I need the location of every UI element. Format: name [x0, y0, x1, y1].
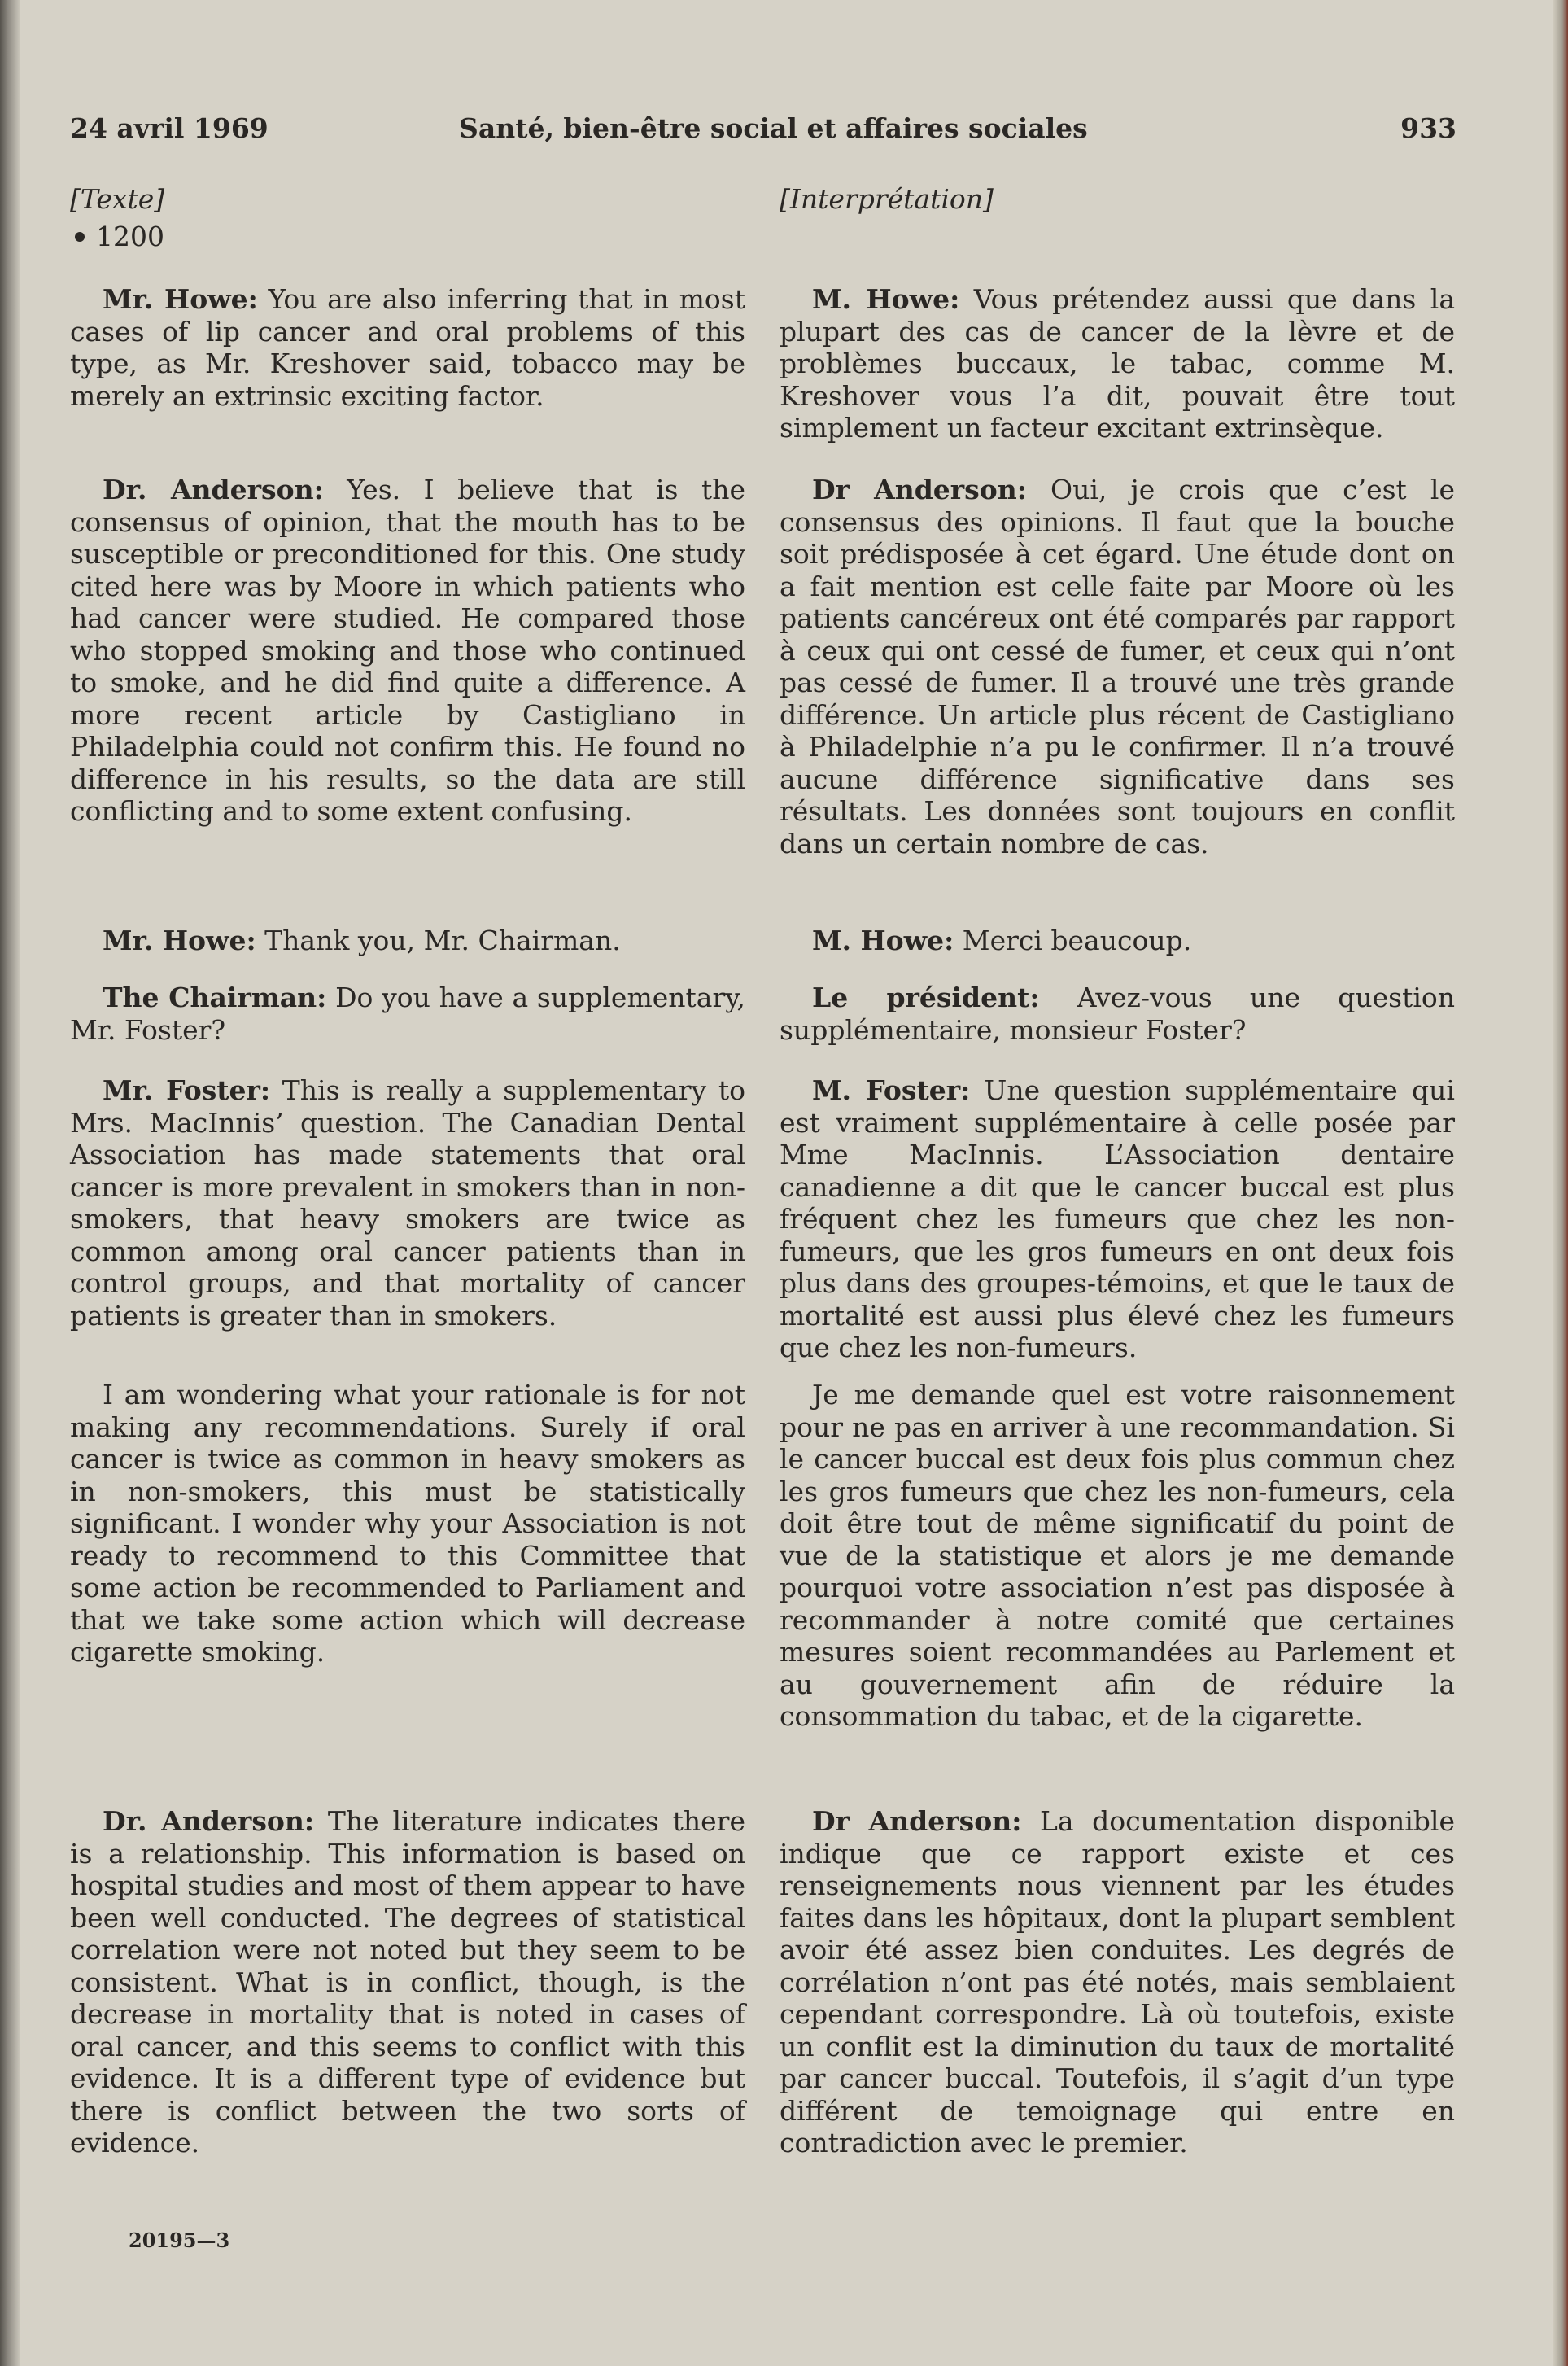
fr-paragraph: [780, 283, 1455, 444]
en-paragraph: [70, 982, 745, 1046]
fr-paragraph: [780, 474, 1455, 859]
speaker: Le président:: [812, 982, 1040, 1013]
fr-paragraph: [780, 1074, 1455, 1364]
speaker: Mr. Howe:: [103, 925, 256, 956]
en-paragraph: [70, 283, 745, 412]
speaker: Mr. Howe:: [103, 283, 258, 315]
bullet-icon: [75, 232, 85, 242]
paragraph-text: Yes. I believe that is the consensus of opinion, that the mouth has to be susceptible or preconditioned for this. One study cited here was by Moore in which patients who had cancer were studied. He compared those who stopped smoking and those who continued to smoke, and he did find quite a difference. A more recent article by Castigliano in Philadelphia could not confirm this. He found no difference in his results, so the data are still conflicting and to some extent confusing.: [70, 474, 745, 827]
paragraph-text: Avez-vous une question supplémentaire, monsieur Foster?: [780, 982, 1456, 1046]
time-value: 1200: [96, 221, 164, 252]
paragraph-text: La documentation disponible indique que ce rapport existe et ces renseignements nous viennent par les études faites dans les hôpitaux, dont la plupart semblent avoir été assez bien conduites. Les degrés de corrélation n’ont pas été notés, mais semblaient cependant correspondre. Là où toutefois, existe un conflit est la diminution du taux de mortalité par cancer buccal. Toutefois, il s’agit d’un type différent de temoignage qui entre en contradiction avec le premier.: [780, 1805, 1455, 2158]
en-paragraph: [70, 1379, 745, 1668]
header-date: 24 avril 1969: [70, 112, 269, 144]
page-binding-shadow: [0, 0, 20, 2366]
fr-paragraph: [780, 1805, 1455, 2159]
speaker: Mr. Foster:: [103, 1074, 271, 1106]
paragraph-text: The literature indicates there is a relationship. This information is based on hospital studies and most of them appear to have been well conducted. The degrees of statistical correlation were not noted but they seem to be consistent. What is in conflict, though, is the decrease in mortality that is noted in cases of oral cancer, and this seems to conflict with this evidence. It is a different type of evidence but there is conflict between the two sorts of evidence.: [70, 1805, 745, 2158]
paragraph-text: Thank you, Mr. Chairman.: [264, 925, 621, 956]
paragraph-text: Oui, je crois que c’est le consensus des opinions. Il faut que la bouche soit prédisposée à cet égard. Une étude dont on a fait mention est celle faite par Moore où les patients cancéreux ont été comparés par rapport à ceux qui ont cessé de fumer, et ceux qui n’ont pas cessé de fumer. Il a trouvé une très grande différence. Un article plus récent de Castigliano à Philadelphie n’a pu le confirmer. Il n’a trouvé aucune différence significative dans ses résultats. Les données sont toujours en conflit dans un certain nombre de cas.: [780, 474, 1455, 859]
interpretation-tag: [Interprétation]: [780, 183, 994, 215]
speaker: M. Howe:: [812, 283, 960, 315]
fr-paragraph: [780, 982, 1455, 1046]
footer-code: 20195—3: [129, 2228, 230, 2252]
en-paragraph: [70, 925, 745, 957]
page-number: 933: [1400, 112, 1457, 144]
paragraph-text: Une question supplémentaire qui est vraiment supplémentaire à celle posée par Mme MacInnis. L’Association dentaire canadienne a dit que le cancer buccal est plus fréquent chez les fumeurs que chez les non-fumeurs, que les gros fumeurs en ont deux fois plus dans des groupes-témoins, et que le taux de mortalité est aussi plus élevé chez les fumeurs que chez les non-fumeurs.: [780, 1074, 1455, 1363]
speaker: M. Howe:: [812, 925, 954, 956]
paragraph-text: Merci beaucoup.: [962, 925, 1192, 956]
speaker: Dr. Anderson:: [103, 1805, 315, 1837]
en-paragraph: [70, 474, 745, 828]
running-header: [70, 112, 1457, 153]
en-paragraph: [70, 1074, 745, 1332]
text-tag: [Texte]: [70, 183, 165, 215]
french-column-heading: [780, 183, 1455, 216]
fr-paragraph: [780, 925, 1455, 957]
speaker: M. Foster:: [812, 1074, 971, 1106]
paragraph-text: Do you have a supplementary, Mr. Foster?: [70, 982, 745, 1046]
speaker: Dr. Anderson:: [103, 474, 324, 505]
header-title: Santé, bien-être social et affaires sociales: [459, 112, 1088, 144]
fr-paragraph: [780, 1379, 1455, 1733]
page-right-edge: [1553, 0, 1568, 2366]
en-paragraph: [70, 1805, 745, 2159]
paragraph-text: You are also inferring that in most cases of lip cancer and oral problems of this type, as Mr. Kreshover said, tobacco may be merely an extrinsic exciting factor.: [70, 283, 745, 412]
paragraph-text: This is really a supplementary to Mrs. MacInnis’ question. The Canadian Dental Association has made statements that oral cancer is more prevalent in smokers than in non-smokers, that heavy smokers are twice as common among oral cancer patients than in control groups, and that mortality of cancer patients is greater than in smokers.: [70, 1074, 745, 1332]
speaker: Dr Anderson:: [812, 1805, 1022, 1837]
paragraph-text: Je me demande quel est votre raisonnement pour ne pas en arriver à une recommandation. Si le cancer buccal est deux fois plus commun chez les gros fumeurs que chez les non-fumeurs, cela doit être tout de même significatif du point de vue de la statistique et alors je me demande pourquoi votre association n’est pas disposée à recommander à notre comité que certaines mesures soient recommandées au Parlement et au gouvernement afin de réduire la consommation du tabac, et de la cigarette.: [780, 1379, 1455, 1732]
speaker: The Chairman:: [103, 982, 327, 1013]
time-marker: [70, 221, 745, 253]
speaker: Dr Anderson:: [812, 474, 1027, 505]
paragraph-text: I am wondering what your rationale is for not making any recommendations. Surely if oral cancer is twice as common in heavy smokers as in non-smokers, this must be statistically significant. I wonder why your Association is not ready to recommend to this Committee that some action be recommended to Parliament and that we take some action which will decrease cigarette smoking.: [70, 1379, 745, 1668]
paragraph-text: Vous prétendez aussi que dans la plupart des cas de cancer de la lèvre et de problèmes buccaux, le tabac, comme M. Kreshover vous l’a dit, pouvait être tout simplement un facteur excitant extrinsèque.: [780, 283, 1456, 444]
english-column-heading: [70, 183, 745, 253]
